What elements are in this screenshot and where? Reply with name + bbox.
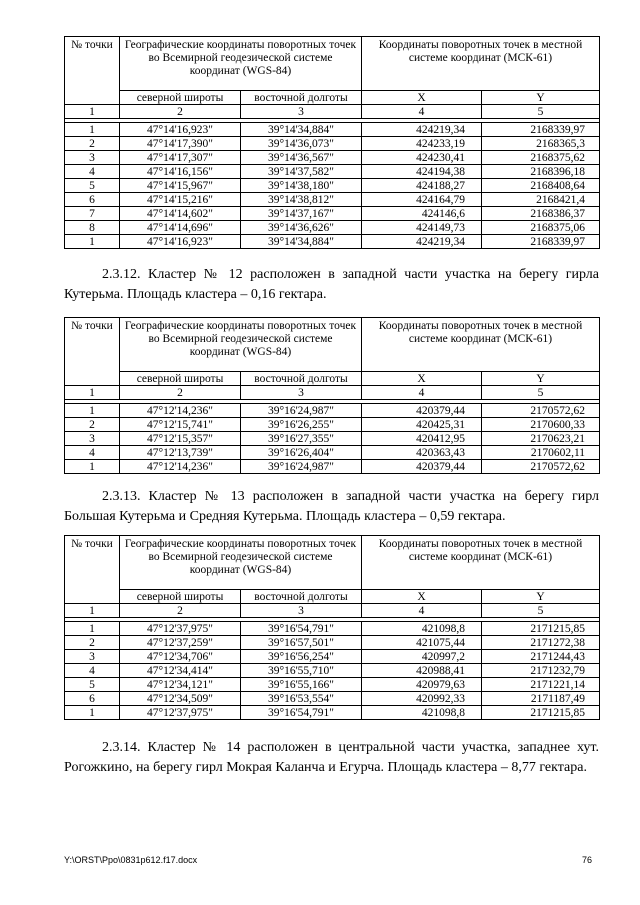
table-row [65, 432, 600, 446]
column-number: 4 [362, 604, 482, 618]
header-geographic-coordinates: Географические координаты поворотных точек во Всемирной геодезической системе координат (WGS-84) [120, 37, 362, 91]
header-y: Y [482, 91, 600, 105]
point-number-cell: 2 [65, 137, 120, 151]
paragraph-cluster-12: 2.3.12. Кластер № 12 расположен в западной части участка на берегу гирла Кутерьма. Площадь кластера – 0,16 гектара. [64, 267, 599, 302]
column-number: 4 [362, 105, 482, 119]
paragraph-cluster-13: 2.3.13. Кластер № 13 расположен в западной части участка на берегу гирл Большая Кутерьма и Средняя Кутерьма. Площадь кластера – 0,59 гектара. [64, 489, 599, 524]
point-number-cell: 1 [65, 404, 120, 418]
header-row [65, 318, 600, 372]
y-coordinate-cell: 2171187,49 [482, 692, 600, 706]
latitude-cell: 47°12'15,741" [120, 418, 241, 432]
table-row [65, 207, 600, 221]
table-row [65, 221, 600, 235]
latitude-cell: 47°12'14,236" [120, 460, 241, 474]
table-row [65, 692, 600, 706]
x-coordinate-cell: 420379,44 [362, 404, 482, 418]
longitude-cell: 39°14'36,626" [241, 221, 362, 235]
header-row [65, 37, 600, 91]
x-coordinate-cell: 420992,33 [362, 692, 482, 706]
latitude-cell: 47°14'14,696" [120, 221, 241, 235]
latitude-cell: 47°14'17,390" [120, 137, 241, 151]
x-coordinate-cell: 424233,19 [362, 137, 482, 151]
y-coordinate-cell: 2168339,97 [482, 123, 600, 137]
x-coordinate-cell: 420997,2 [362, 650, 482, 664]
table-row [65, 137, 600, 151]
header-latitude: северной широты [120, 91, 241, 105]
latitude-cell: 47°12'37,259" [120, 636, 241, 650]
column-number: 3 [241, 604, 362, 618]
column-number: 5 [482, 604, 600, 618]
latitude-cell: 47°14'16,156" [120, 165, 241, 179]
point-number-cell: 7 [65, 207, 120, 221]
y-coordinate-cell: 2171215,85 [482, 622, 600, 636]
header-row [65, 536, 600, 590]
table-body [65, 37, 600, 249]
point-number-cell: 6 [65, 193, 120, 207]
y-coordinate-cell: 2168365,3 [482, 137, 600, 151]
column-number: 5 [482, 386, 600, 400]
y-coordinate-cell: 2171215,85 [482, 706, 600, 720]
y-coordinate-cell: 2171272,38 [482, 636, 600, 650]
table-row [65, 404, 600, 418]
table-row [65, 664, 600, 678]
header-longitude: восточной долготы [241, 91, 362, 105]
x-coordinate-cell: 420379,44 [362, 460, 482, 474]
column-number: 2 [120, 604, 241, 618]
table-row [65, 446, 600, 460]
latitude-cell: 47°12'14,236" [120, 404, 241, 418]
header-local-coordinates: Координаты поворотных точек в местной системе координат (МСК-61) [362, 318, 600, 372]
latitude-cell: 47°12'34,121" [120, 678, 241, 692]
longitude-cell: 39°16'55,710" [241, 664, 362, 678]
point-number-cell: 1 [65, 706, 120, 720]
footer-file-path: Y:\ORST\Ppo\0831p612.f17.docx [64, 855, 198, 865]
longitude-cell: 39°16'53,554" [241, 692, 362, 706]
header-longitude: восточной долготы [241, 590, 362, 604]
column-number-row [65, 604, 600, 618]
table-row [65, 622, 600, 636]
longitude-cell: 39°16'54,791" [241, 706, 362, 720]
header-geographic-coordinates: Географические координаты поворотных точек во Всемирной геодезической системе координат (WGS-84) [120, 536, 362, 590]
column-number: 2 [120, 386, 241, 400]
table-row [65, 418, 600, 432]
header-point-number: № точки [65, 318, 120, 386]
y-coordinate-cell: 2168375,62 [482, 151, 600, 165]
coordinates-table-2 [64, 317, 600, 474]
longitude-cell: 39°14'36,567" [241, 151, 362, 165]
point-number-cell: 3 [65, 650, 120, 664]
latitude-cell: 47°12'34,509" [120, 692, 241, 706]
y-coordinate-cell: 2170600,33 [482, 418, 600, 432]
latitude-cell: 47°14'14,602" [120, 207, 241, 221]
table-row [65, 678, 600, 692]
header-geographic-coordinates: Географические координаты поворотных точек во Всемирной геодезической системе координат (WGS-84) [120, 318, 362, 372]
y-coordinate-cell: 2168375,06 [482, 221, 600, 235]
column-number: 1 [65, 386, 120, 400]
point-number-cell: 4 [65, 446, 120, 460]
table-row [65, 123, 600, 137]
point-number-cell: 5 [65, 678, 120, 692]
point-number-cell: 4 [65, 664, 120, 678]
x-coordinate-cell: 420988,41 [362, 664, 482, 678]
column-number: 1 [65, 604, 120, 618]
x-coordinate-cell: 424219,34 [362, 123, 482, 137]
table-row [65, 165, 600, 179]
longitude-cell: 39°16'57,501" [241, 636, 362, 650]
longitude-cell: 39°16'27,355" [241, 432, 362, 446]
x-coordinate-cell: 424230,41 [362, 151, 482, 165]
table-row [65, 193, 600, 207]
x-coordinate-cell: 420979,63 [362, 678, 482, 692]
point-number-cell: 1 [65, 622, 120, 636]
point-number-cell: 4 [65, 165, 120, 179]
latitude-cell: 47°12'34,706" [120, 650, 241, 664]
point-number-cell: 1 [65, 123, 120, 137]
x-coordinate-cell: 420412,95 [362, 432, 482, 446]
x-coordinate-cell: 420425,31 [362, 418, 482, 432]
coordinates-table-3 [64, 535, 600, 720]
longitude-cell: 39°16'24,987" [241, 404, 362, 418]
coordinates-table-1 [64, 36, 600, 249]
longitude-cell: 39°14'38,180" [241, 179, 362, 193]
longitude-cell: 39°14'34,884" [241, 123, 362, 137]
latitude-cell: 47°14'17,307" [120, 151, 241, 165]
table-row [65, 460, 600, 474]
header-x: X [362, 590, 482, 604]
paragraph-cluster-14: 2.3.14. Кластер № 14 расположен в центральной части участка, западнее хут. Рогожкино, на берегу гирл Мокрая Каланча и Егурча. Площадь кластера – 8,77 гектара. [64, 740, 599, 775]
latitude-cell: 47°14'16,923" [120, 123, 241, 137]
header-x: X [362, 91, 482, 105]
header-latitude: северной широты [120, 372, 241, 386]
subheader-row [65, 590, 600, 604]
longitude-cell: 39°16'55,166" [241, 678, 362, 692]
table-row [65, 151, 600, 165]
x-coordinate-cell: 421075,44 [362, 636, 482, 650]
longitude-cell: 39°14'34,884" [241, 235, 362, 249]
point-number-cell: 6 [65, 692, 120, 706]
point-number-cell: 3 [65, 151, 120, 165]
longitude-cell: 39°14'37,582" [241, 165, 362, 179]
column-number: 5 [482, 105, 600, 119]
y-coordinate-cell: 2168408,64 [482, 179, 600, 193]
point-number-cell: 5 [65, 179, 120, 193]
subheader-row [65, 372, 600, 386]
longitude-cell: 39°14'36,073" [241, 137, 362, 151]
y-coordinate-cell: 2170623,21 [482, 432, 600, 446]
point-number-cell: 1 [65, 460, 120, 474]
longitude-cell: 39°16'56,254" [241, 650, 362, 664]
column-number-row [65, 105, 600, 119]
longitude-cell: 39°16'24,987" [241, 460, 362, 474]
x-coordinate-cell: 424194,38 [362, 165, 482, 179]
y-coordinate-cell: 2170572,62 [482, 460, 600, 474]
point-number-cell: 8 [65, 221, 120, 235]
latitude-cell: 47°12'37,975" [120, 622, 241, 636]
y-coordinate-cell: 2170572,62 [482, 404, 600, 418]
latitude-cell: 47°12'34,414" [120, 664, 241, 678]
latitude-cell: 47°12'37,975" [120, 706, 241, 720]
point-number-cell: 2 [65, 418, 120, 432]
table-body [65, 536, 600, 720]
table-row [65, 650, 600, 664]
table-body [65, 318, 600, 474]
latitude-cell: 47°14'16,923" [120, 235, 241, 249]
latitude-cell: 47°12'15,357" [120, 432, 241, 446]
header-latitude: северной широты [120, 590, 241, 604]
x-coordinate-cell: 424149,73 [362, 221, 482, 235]
longitude-cell: 39°16'26,255" [241, 418, 362, 432]
y-coordinate-cell: 2171232,79 [482, 664, 600, 678]
longitude-cell: 39°16'54,791" [241, 622, 362, 636]
header-longitude: восточной долготы [241, 372, 362, 386]
y-coordinate-cell: 2171244,43 [482, 650, 600, 664]
longitude-cell: 39°14'37,167" [241, 207, 362, 221]
header-local-coordinates: Координаты поворотных точек в местной системе координат (МСК-61) [362, 536, 600, 590]
x-coordinate-cell: 421098,8 [362, 622, 482, 636]
header-local-coordinates: Координаты поворотных точек в местной системе координат (МСК-61) [362, 37, 600, 91]
table-row [65, 706, 600, 720]
point-number-cell: 1 [65, 235, 120, 249]
y-coordinate-cell: 2168386,37 [482, 207, 600, 221]
longitude-cell: 39°16'26,404" [241, 446, 362, 460]
y-coordinate-cell: 2168339,97 [482, 235, 600, 249]
footer-page-number: 76 [582, 855, 593, 865]
x-coordinate-cell: 420363,43 [362, 446, 482, 460]
x-coordinate-cell: 421098,8 [362, 706, 482, 720]
header-point-number: № точки [65, 536, 120, 604]
y-coordinate-cell: 2168421,4 [482, 193, 600, 207]
column-number: 3 [241, 105, 362, 119]
x-coordinate-cell: 424146,6 [362, 207, 482, 221]
longitude-cell: 39°14'38,812" [241, 193, 362, 207]
column-number: 4 [362, 386, 482, 400]
header-y: Y [482, 372, 600, 386]
y-coordinate-cell: 2168396,18 [482, 165, 600, 179]
header-y: Y [482, 590, 600, 604]
latitude-cell: 47°12'13,739" [120, 446, 241, 460]
point-number-cell: 3 [65, 432, 120, 446]
x-coordinate-cell: 424219,34 [362, 235, 482, 249]
latitude-cell: 47°14'15,967" [120, 179, 241, 193]
header-point-number: № точки [65, 37, 120, 105]
table-row [65, 636, 600, 650]
x-coordinate-cell: 424164,79 [362, 193, 482, 207]
y-coordinate-cell: 2171221,14 [482, 678, 600, 692]
table-row [65, 179, 600, 193]
y-coordinate-cell: 2170602,11 [482, 446, 600, 460]
subheader-row [65, 91, 600, 105]
column-number: 1 [65, 105, 120, 119]
header-x: X [362, 372, 482, 386]
x-coordinate-cell: 424188,27 [362, 179, 482, 193]
column-number: 2 [120, 105, 241, 119]
table-row [65, 235, 600, 249]
latitude-cell: 47°14'15,216" [120, 193, 241, 207]
point-number-cell: 2 [65, 636, 120, 650]
column-number: 3 [241, 386, 362, 400]
column-number-row [65, 386, 600, 400]
